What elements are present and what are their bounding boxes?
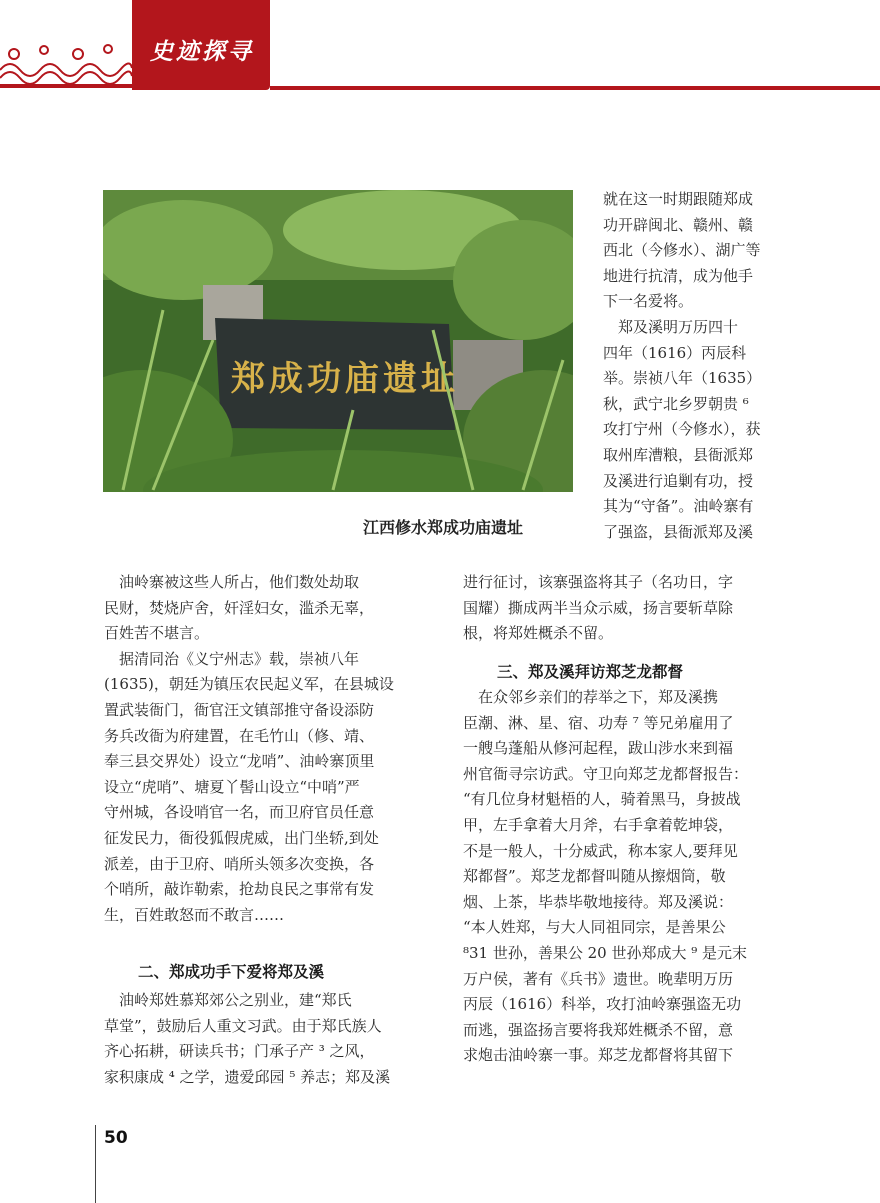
text-line: “本人姓郑，与大人同祖同宗，是善果公 (463, 918, 726, 937)
text-line: 就在这一时期跟随郑成 (603, 190, 754, 208)
section-heading-3: 三、郑及溪拜访郑芝龙都督 (497, 663, 684, 681)
text-line: (1635)，朝廷为镇压农民起义军，在县城设 (104, 675, 394, 694)
text-line: 一艘乌蓬船从修河起程，跋山涉水来到福 (463, 739, 734, 758)
right-paragraph-2 (463, 685, 803, 1069)
section-title: 史迹探寻 (150, 39, 254, 65)
text-line: 求炮击油岭寨一事。郑芝龙都督将其留下 (463, 1046, 734, 1065)
text-line: 郑及溪明万历四十 (603, 317, 739, 336)
right-paragraph-1 (463, 570, 803, 647)
text-line: 草堂”，鼓励后人重文习武。由于郑氏族人 (104, 1016, 382, 1035)
text-line: 置武装衙门，衙官汪文镇部推守备设添防 (104, 700, 375, 719)
left-paragraph-1 (104, 570, 444, 928)
text-line: 征发民力，衙役狐假虎威，出门坐轿,到处 (104, 828, 379, 847)
text-line: 油岭郑姓慕郑郊公之别业，建“郑氏 (104, 991, 352, 1009)
text-line: ⁸31 世孙，善果公 20 世孙郑成大 ⁹ 是元末 (463, 943, 748, 962)
text-line: 了强盗，县衙派郑及溪 (603, 522, 754, 541)
text-line: 臣潮、淋、星、宿、功寿 ⁷ 等兄弟雇用了 (463, 713, 734, 732)
text-line: 守州城，各设哨官一名，而卫府官员任意 (104, 803, 375, 822)
text-line: 而逃，强盗扬言要将我郑姓概杀不留，意 (463, 1020, 734, 1039)
section-heading-2: 二、郑成功手下爱将郑及溪 (138, 963, 325, 981)
text-line: 派差，由于卫府、哨所头领多次变换，各 (104, 854, 375, 873)
text-line: 攻打宁州（今修水），获 (603, 420, 761, 439)
text-line: 举。崇祯八年（1635） (603, 369, 762, 388)
text-line: “有几位身材魁梧的人，骑着黑马，身披战 (463, 790, 741, 809)
text-line: 奉三县交界处）设立“龙哨”、油岭寨顶里 (104, 752, 375, 771)
text-line: 不是一般人，十分威武，称本家人,要拜见 (463, 841, 738, 860)
text-line: 民财，焚烧庐舍，奸淫妇女，滥杀无辜， (104, 598, 375, 617)
text-line: 设立“虎哨”、塘夏丫髻山设立“中哨”严 (104, 777, 360, 796)
text-line: 齐心拓耕，研读兵书；门承子产 ³ 之风， (104, 1042, 375, 1061)
text-line: 根，将郑姓概杀不留。 (463, 624, 614, 643)
text-line: 国耀）撕成两半当众示威，扬言要斩草除 (463, 598, 734, 617)
text-line: 四年（1616）丙辰科 (603, 343, 747, 362)
text-line: 个哨所，敲诈勒索，抢劫良民之事常有发 (104, 880, 375, 899)
header-rule (270, 86, 880, 90)
wave-ornament-icon (0, 40, 132, 88)
text-line: 甲，左手拿着大月斧，右手拿着乾坤袋， (463, 815, 734, 834)
temple-site-photo (103, 190, 573, 492)
text-line: 下一名爱将。 (603, 292, 694, 311)
text-line: 地进行抗清，成为他手 (603, 266, 754, 285)
text-line: 州官衙寻宗访武。守卫向郑芝龙都督报告： (463, 764, 749, 783)
section-tab (132, 0, 270, 90)
text-line: 生，百姓敢怒而不敢言…… (104, 905, 285, 924)
text-line: 据清同治《义宁州志》载，崇祯八年 (104, 649, 360, 668)
photo-caption: 江西修水郑成功庙遗址 (363, 518, 524, 537)
left-paragraph-2 (104, 988, 444, 1090)
text-line: 郑都督”。郑芝龙都督叫随从擦烟筒，敬 (463, 867, 726, 886)
text-line: 烟、上茶，毕恭毕敬地接待。郑及溪说： (463, 892, 734, 911)
text-line: 西北（今修水）、湖广等 (603, 241, 761, 260)
footer-rule (95, 1125, 96, 1203)
text-line: 百姓苦不堪言。 (104, 624, 210, 643)
text-line: 丙辰（1616）科举，攻打油岭寨强盗无功 (463, 995, 742, 1014)
text-line: 在众邻乡亲们的荐举之下，郑及溪携 (463, 688, 719, 706)
text-line: 其为“守备”。油岭寨有 (603, 497, 754, 516)
page-number: 50 (104, 1128, 128, 1148)
sign-inscription: 郑成功庙遗址 (231, 359, 459, 399)
text-line: 务兵改衙为府建置，在毛竹山（修、靖、 (104, 726, 375, 745)
text-line: 万户侯，著有《兵书》遗世。晚辈明万历 (463, 969, 734, 988)
text-line: 进行征讨，该寨强盗将其子（名功日，字 (463, 573, 734, 591)
text-line: 及溪进行追剿有功，授 (603, 471, 754, 490)
right-top-paragraph (603, 187, 803, 545)
text-line: 秋，武宁北乡罗朝贵 ⁶ (603, 394, 749, 413)
text-line: 油岭寨被这些人所占，他们数处劫取 (104, 573, 360, 591)
text-line: 家积康成 ⁴ 之学，遗爱邱园 ⁵ 养志；郑及溪 (104, 1067, 391, 1086)
text-line: 取州库漕粮，县衙派郑 (603, 445, 754, 464)
text-line: 功开辟闽北、赣州、赣 (603, 215, 754, 234)
